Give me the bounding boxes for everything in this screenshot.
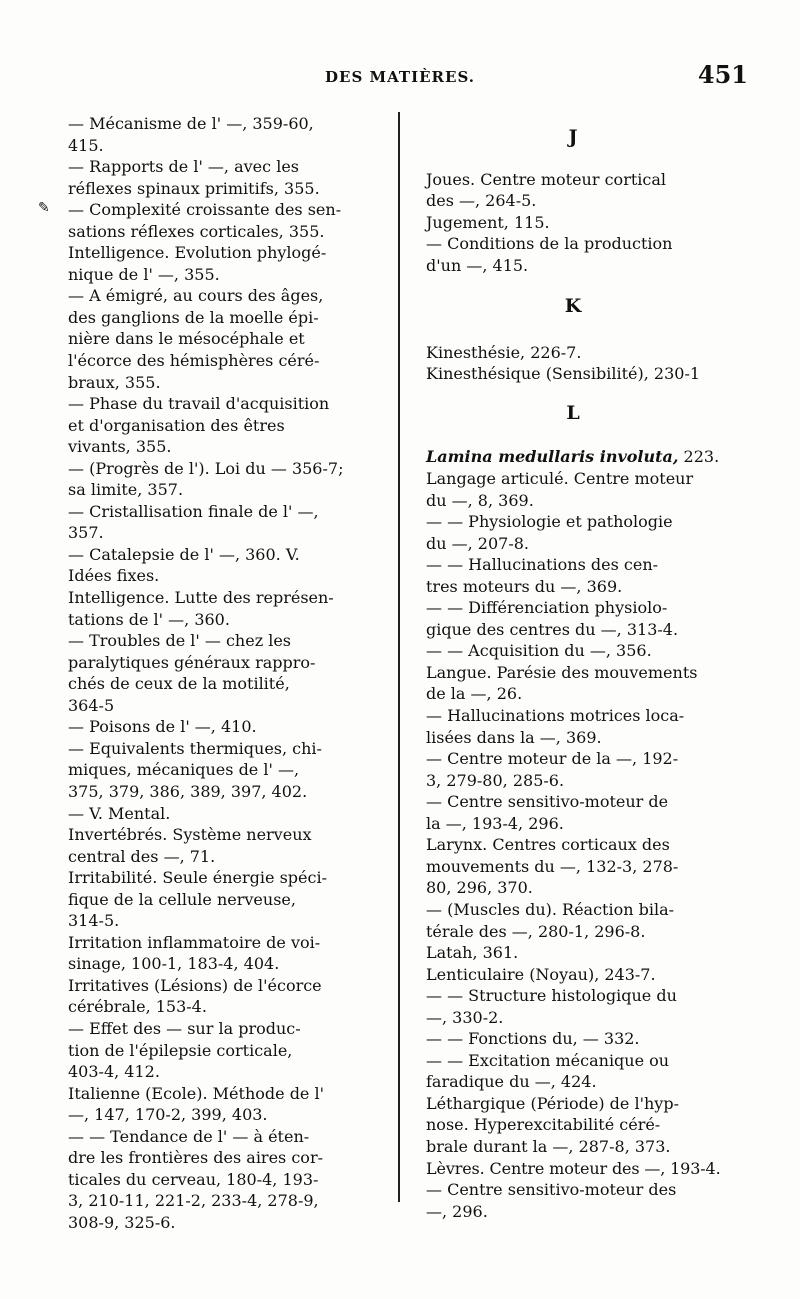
right-column	[426, 113, 720, 1222]
index-line: — Centre sensitivo-moteur des	[426, 1180, 677, 1200]
section-k-entries	[426, 342, 720, 385]
index-line: paralytiques généraux rappro-	[68, 652, 316, 672]
index-line: 415.	[68, 135, 104, 155]
index-line: central des —, 71.	[68, 846, 216, 866]
index-line: des ganglions de la moelle épi-	[68, 307, 319, 327]
index-line: — Hallucinations motrices loca-	[426, 706, 685, 726]
index-line: faradique du —, 424.	[426, 1072, 597, 1092]
left-column	[68, 113, 364, 1233]
index-line: — Phase du travail d'acquisition	[68, 394, 330, 414]
index-line: tion de l'épilepsie corticale,	[68, 1040, 293, 1060]
index-line: Kinesthésique (Sensibilité), 230-1	[426, 364, 701, 384]
index-line: — (Muscles du). Réaction bila-	[426, 899, 675, 919]
index-line: 403-4, 412.	[68, 1062, 160, 1082]
index-line: d'un —, 415.	[426, 255, 529, 275]
index-line: — V. Mental.	[68, 803, 171, 823]
index-line: miques, mécaniques de l' —,	[68, 760, 300, 780]
index-line: réflexes spinaux primitifs, 355.	[68, 178, 320, 198]
index-line: tres moteurs du —, 369.	[426, 576, 623, 596]
index-line: Idées fixes.	[68, 566, 160, 586]
index-line: —, 147, 170-2, 399, 403.	[68, 1105, 268, 1125]
index-line: Irritatives (Lésions) de l'écorce	[68, 975, 322, 995]
index-line: Irritabilité. Seule énergie spéci-	[68, 868, 327, 888]
page-number: 451	[697, 60, 748, 89]
index-line: chés de ceux de la motilité,	[68, 674, 290, 694]
index-line: — Cristallisation finale de l' —,	[68, 501, 319, 521]
index-line: l'écorce des hémisphères céré-	[68, 351, 320, 371]
index-line: Joues. Centre moteur cortical	[426, 169, 666, 189]
index-line: Lenticulaire (Noyau), 243-7.	[426, 964, 656, 984]
index-line: — (Progrès de l'). Loi du — 356-7;	[68, 458, 344, 478]
index-line: lisées dans la —, 369.	[426, 727, 602, 747]
index-line: Invertébrés. Système nerveux	[68, 825, 312, 845]
index-line: — — Physiologie et pathologie	[426, 512, 673, 532]
index-line: la —, 193-4, 296.	[426, 813, 564, 833]
index-line	[426, 446, 720, 468]
index-line: Italienne (Ecole). Méthode de l'	[68, 1083, 324, 1103]
section-letter-k: K	[564, 295, 582, 318]
italic-term: Lamina medullaris involuta,	[426, 447, 679, 467]
index-line: braux, 355.	[68, 372, 161, 392]
index-line: vivants, 355.	[68, 437, 172, 457]
index-line: gique des centres du —, 313-4.	[426, 619, 679, 639]
index-line: — Complexité croissante des sen-	[68, 200, 342, 220]
index-line: Intelligence. Evolution phylogé-	[68, 243, 327, 263]
section-j-entries	[426, 169, 720, 277]
index-line: — — Tendance de l' — à éten-	[68, 1126, 310, 1146]
index-line: du —, 8, 369.	[426, 490, 534, 510]
index-line: Jugement, 115.	[426, 212, 550, 232]
index-line: Larynx. Centres corticaux des	[426, 835, 670, 855]
index-line: — — Acquisition du —, 356.	[426, 641, 652, 661]
index-line: — Centre sensitivo-moteur de	[426, 792, 669, 812]
index-line: et d'organisation des êtres	[68, 415, 285, 435]
index-line: — Conditions de la production	[426, 234, 673, 254]
index-line: mouvements du —, 132-3, 278-	[426, 856, 679, 876]
index-line: sations réflexes corticales, 355.	[68, 221, 325, 241]
index-line: — Troubles de l' — chez les	[68, 631, 291, 651]
index-line: — Catalepsie de l' —, 360. V.	[68, 544, 300, 564]
index-line-text: 223.	[678, 447, 720, 467]
index-line: —, 330-2.	[426, 1007, 504, 1027]
index-line: — Poisons de l' —, 410.	[68, 717, 257, 737]
index-line: — Centre moteur de la —, 192-	[426, 749, 679, 769]
running-title: DES MATIÈRES.	[325, 68, 475, 86]
index-line: — — Différenciation physiolo-	[426, 598, 668, 618]
index-line: nière dans le mésocéphale et	[68, 329, 305, 349]
index-line: — Mécanisme de l' —, 359-60,	[68, 114, 314, 133]
index-line: — Equivalents thermiques, chi-	[68, 738, 322, 758]
index-line: nique de l' —, 355.	[68, 264, 220, 284]
index-line: nose. Hyperexcitabilité céré-	[426, 1115, 661, 1135]
column-divider	[398, 112, 400, 1202]
index-line: 308-9, 325-6.	[68, 1212, 176, 1232]
index-line: térale des —, 280-1, 296-8.	[426, 921, 646, 941]
section-l-entries	[426, 468, 720, 1222]
index-line: — A émigré, au cours des âges,	[68, 286, 324, 306]
index-line: — Effet des — sur la produc-	[68, 1018, 301, 1038]
index-line: Langage articulé. Centre moteur	[426, 469, 694, 489]
index-line: ticales du cerveau, 180-4, 193-	[68, 1169, 319, 1189]
index-line: 80, 296, 370.	[426, 878, 533, 898]
index-line: Léthargique (Période) de l'hyp-	[426, 1093, 679, 1113]
margin-pen-mark: ✎	[38, 200, 50, 216]
index-line: des —, 264-5.	[426, 191, 537, 211]
index-line: 314-5.	[68, 911, 120, 931]
index-line: — — Fonctions du, — 332.	[426, 1029, 640, 1049]
index-line: — — Hallucinations des cen-	[426, 555, 659, 575]
index-line: du —, 207-8.	[426, 533, 530, 553]
index-line: — — Structure histologique du	[426, 986, 677, 1006]
index-line: —, 296.	[426, 1201, 488, 1221]
index-line: dre les frontières des aires cor-	[68, 1148, 323, 1168]
index-line: — — Excitation mécanique ou	[426, 1050, 670, 1070]
section-letter-j: J	[568, 126, 578, 148]
index-line: sa limite, 357.	[68, 480, 184, 500]
index-line: 364-5	[68, 695, 115, 715]
index-line: 375, 379, 386, 389, 397, 402.	[68, 781, 308, 801]
index-line: — Rapports de l' —, avec les	[68, 157, 299, 177]
index-line: sinage, 100-1, 183-4, 404.	[68, 954, 280, 974]
index-line: Lèvres. Centre moteur des —, 193-4.	[426, 1158, 721, 1178]
index-line: Kinesthésie, 226-7.	[426, 342, 582, 362]
index-line: Latah, 361.	[426, 943, 519, 963]
index-line: 357.	[68, 523, 104, 543]
index-line: Langue. Parésie des mouvements	[426, 662, 698, 682]
section-letter-l: L	[566, 401, 580, 424]
index-line: fique de la cellule nerveuse,	[68, 889, 296, 909]
index-line: brale durant la —, 287-8, 373.	[426, 1136, 671, 1156]
index-line: 3, 210-11, 221-2, 233-4, 278-9,	[68, 1191, 319, 1211]
index-line: tations de l' —, 360.	[68, 609, 230, 629]
index-line: Intelligence. Lutte des représen-	[68, 588, 334, 608]
index-line: 3, 279-80, 285-6.	[426, 770, 565, 790]
index-line: cérébrale, 153-4.	[68, 997, 207, 1017]
index-line: de la —, 26.	[426, 684, 523, 704]
index-line: Irritation inflammatoire de voi-	[68, 932, 321, 952]
